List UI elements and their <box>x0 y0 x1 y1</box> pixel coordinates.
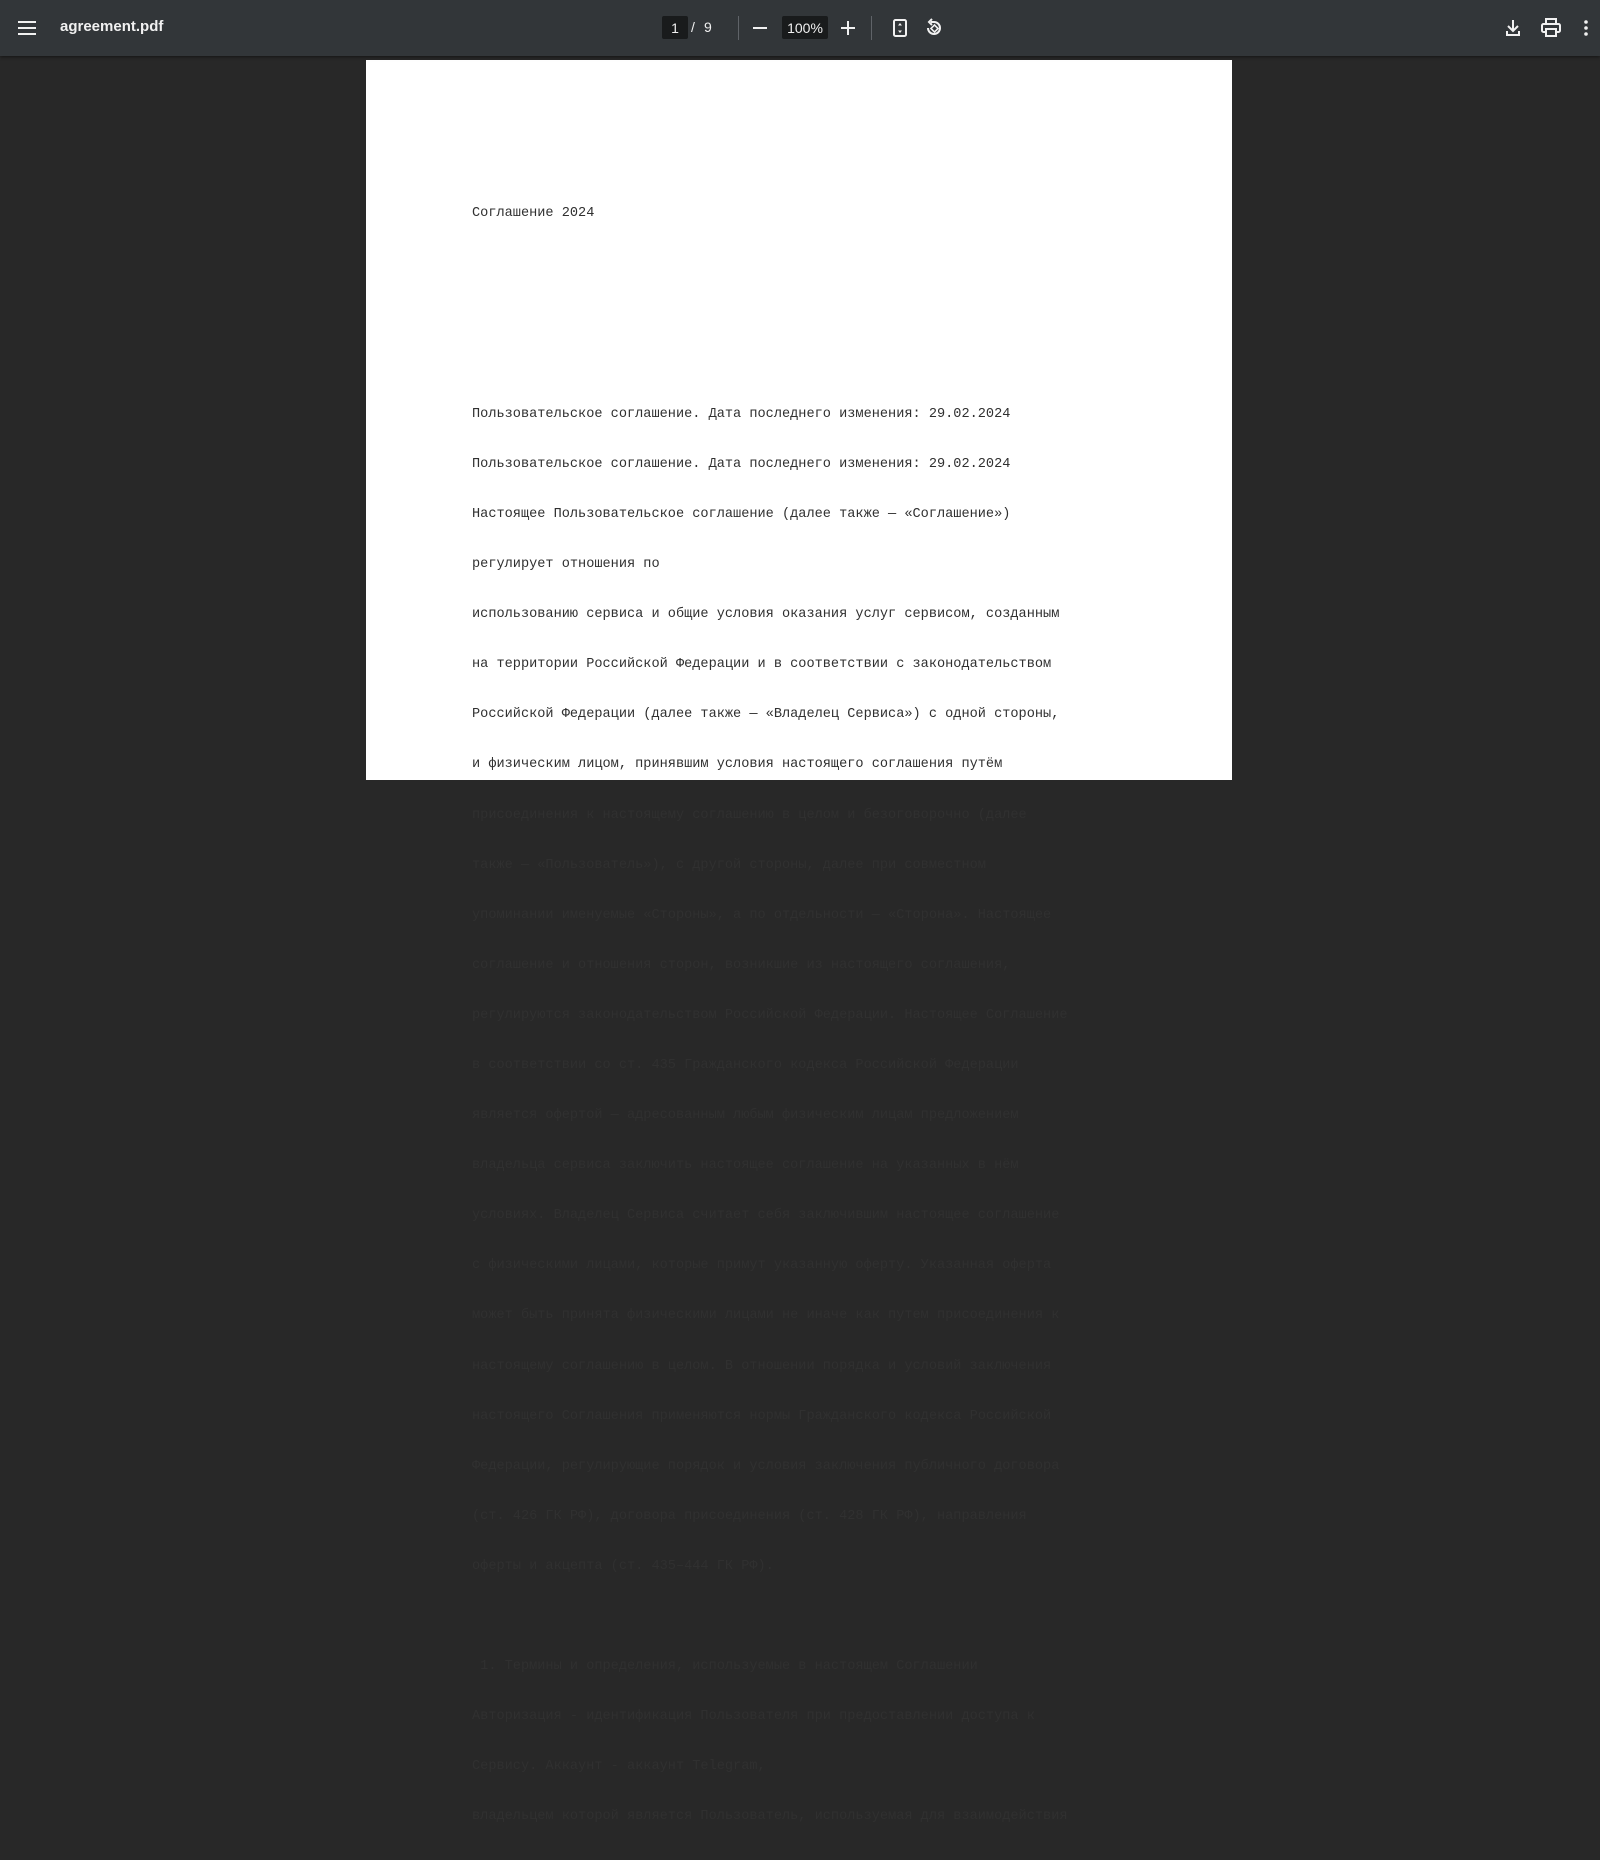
print-button[interactable] <box>1535 12 1567 44</box>
blank-line <box>472 257 1192 274</box>
text-line: упоминании именуемые «Стороны», а по отдельности — «Сторона». Настоящее <box>472 907 1052 923</box>
fit-page-icon <box>893 19 907 37</box>
zoom-input[interactable] <box>782 16 828 39</box>
download-button[interactable] <box>1497 12 1529 44</box>
download-icon <box>1505 20 1521 36</box>
toolbar-divider <box>871 16 872 40</box>
text-line: соглашение и отношения сторон, возникшие из настоящего соглашения, <box>472 957 1011 973</box>
rotate-icon <box>924 18 944 38</box>
text-line: настоящего Соглашения применяются нормы Гражданского кодекса Российской <box>472 1408 1052 1424</box>
text-line: и физическим лицом, принявшим условия настоящего соглашения путём <box>472 757 1003 773</box>
text-line: в соответствии со ст. 435 Гражданского кодекса Российской Федерации <box>472 1058 1019 1073</box>
text-line: на территории Российской Федерации и в соответствии с законодательством <box>472 657 1052 673</box>
zoom-in-button[interactable] <box>832 12 864 44</box>
text-line: Настоящее Пользовательское соглашение (далее также — «Соглашение») <box>472 506 1011 522</box>
page-number-input[interactable] <box>662 16 688 39</box>
text-line: использованию сервиса и общие условия оказания услуг сервисом, созданным <box>472 607 1060 623</box>
text-line: регулируются законодательством Российской Федерации. Настоящее Соглашение <box>472 1007 1068 1023</box>
menu-button[interactable] <box>11 12 43 44</box>
text-line: Пользовательское соглашение. Дата последнего изменения: 29.02.2024 <box>472 406 1011 422</box>
minus-icon <box>753 27 767 29</box>
pdf-page <box>366 60 1232 1825</box>
text-line: с физическими лицами, которые примут указанную оферту. Указанная оферта <box>472 1258 1052 1274</box>
page-text <box>472 173 1192 1860</box>
more-options-button[interactable] <box>1574 12 1598 44</box>
print-icon <box>1541 19 1561 37</box>
text-line: может быть принята физическими лицами не иначе как путем присоединения к <box>472 1308 1060 1324</box>
text-line: владельца сервиса заключить настоящее соглашение на указанных в нём <box>472 1158 1019 1174</box>
document-heading: Соглашение 2024 <box>472 206 595 222</box>
text-line <box>472 1609 1192 1626</box>
zoom-out-button[interactable] <box>744 12 776 44</box>
plus-icon <box>841 21 855 35</box>
page-separator: / <box>691 19 695 35</box>
page-total: 9 <box>704 19 712 35</box>
text-line: (ст. 426 ГК РФ), договора присоединения (ст. 428 ГК РФ), направления <box>472 1508 1027 1524</box>
rotate-button[interactable] <box>918 12 950 44</box>
text-line: Сервису. Аккаунт - аккаунт Telegram, <box>472 1759 766 1775</box>
text-line: является офертой — адресованным любым физическим лицам предложением <box>472 1108 1019 1124</box>
text-line: Авторизация - идентификация Пользователя при предоставлении доступа к <box>472 1709 1035 1725</box>
menu-icon <box>18 21 36 35</box>
text-line: Пользовательское соглашение. Дата последнего изменения: 29.02.2024 <box>472 456 1011 472</box>
text-line: оферты и акцепта (ст. 435–444 ГК РФ). <box>472 1558 774 1574</box>
text-line: Федерации, регулирующие порядок и условия заключения публичного договора <box>472 1458 1060 1474</box>
text-line: настоящему соглашению в целом. В отношении порядка и условий заключения <box>472 1358 1052 1374</box>
pdf-toolbar <box>0 0 1600 56</box>
toolbar-divider <box>738 16 739 40</box>
text-line: условиях. Владелец Сервиса считает себя заключившим настоящее соглашение <box>472 1208 1060 1224</box>
more-vert-icon <box>1584 20 1588 36</box>
document-title: agreement.pdf <box>60 18 164 35</box>
text-line: присоединения к настоящему соглашению в целом и безоговорочно (далее <box>472 807 1027 823</box>
section-heading: 1. Термины и определения, используемые в настоящем Соглашении <box>472 1659 978 1675</box>
text-line: владельцем которой является Пользователь, используемая для взаимодействия <box>472 1809 1068 1825</box>
text-line: Российской Федерации (далее также — «Владелец Сервиса») с одной стороны, <box>472 707 1060 723</box>
text-line: также — «Пользователь»), с другой стороны, далее при совместном <box>472 857 986 873</box>
text-line: регулирует отношения по <box>472 557 660 573</box>
blank-line <box>472 307 1192 324</box>
blank-line <box>472 357 1192 374</box>
document-viewer[interactable] <box>0 56 1600 1825</box>
fit-page-button[interactable] <box>884 12 916 44</box>
